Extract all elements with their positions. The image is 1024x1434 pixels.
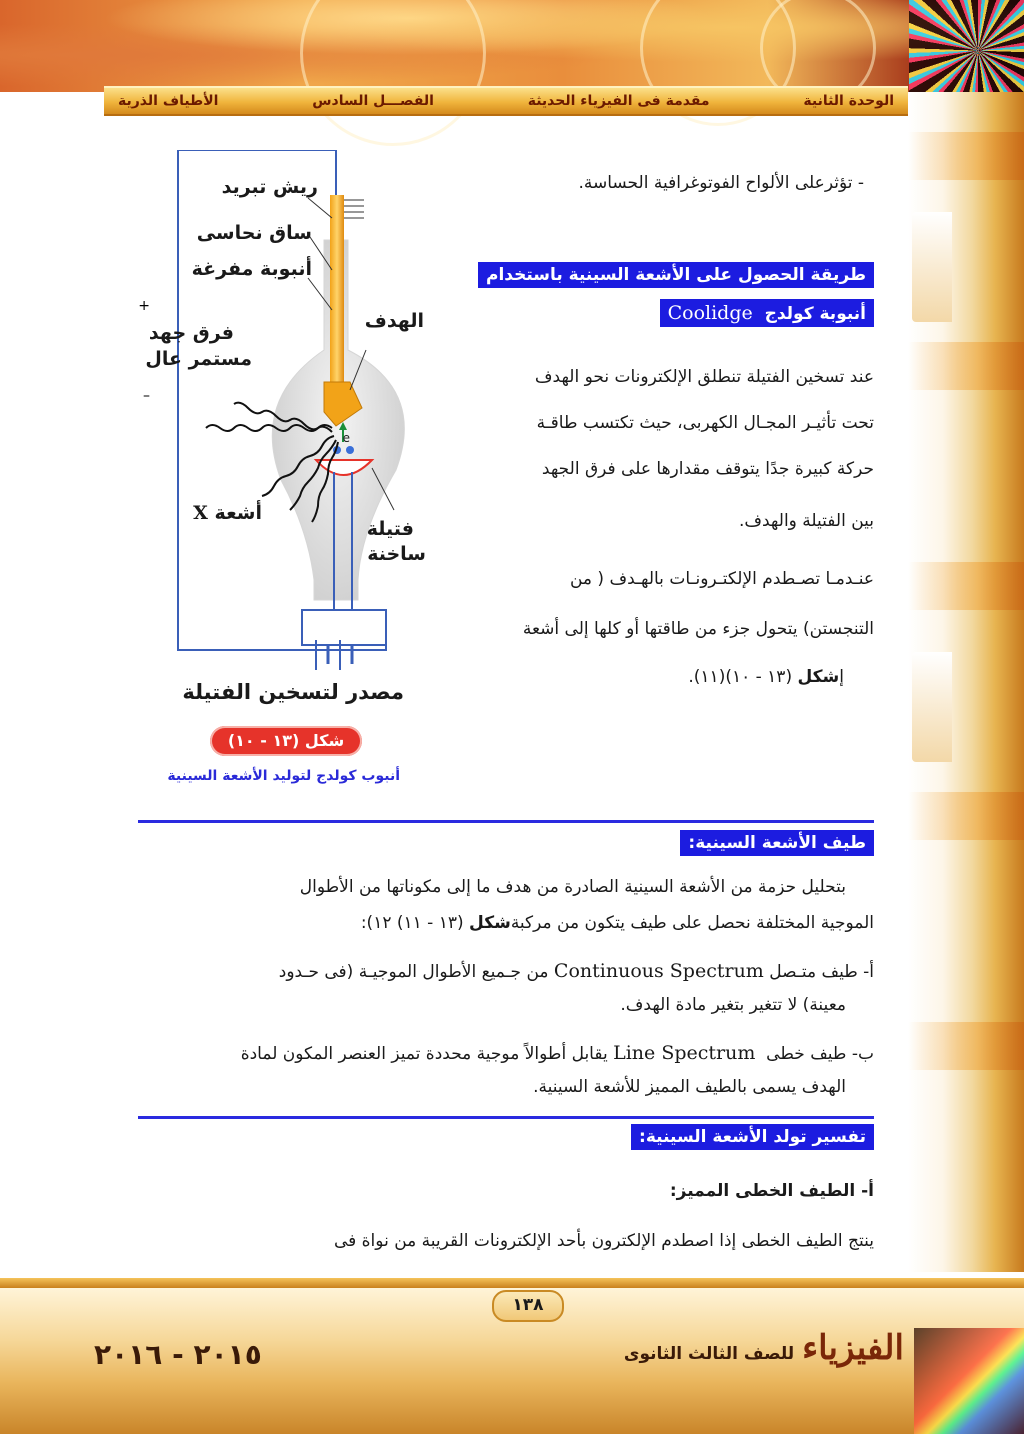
generation-heading [631,1124,874,1150]
copper-rod [330,195,344,385]
coolidge-heading-arabic: أنبوبة كولدج [764,304,866,324]
label-target: الهدف [364,310,424,332]
prism-image [914,1328,1024,1434]
spectrum-item-a-line1 [279,958,874,985]
coolidge-para1-line3: حركة كبيرة جدًا يتوقف مقدارها على فرق الجهد [541,459,874,479]
page-number: ١٣٨ [492,1290,564,1322]
coolidge-heading-line1: طريقة الحصول على الأشعة السينية باستخدام [478,262,874,288]
footer-year: ٢٠١٥ - ٢٠١٦ [94,1338,262,1371]
electron-symbol: e [342,431,350,445]
footer-bar [0,1278,1024,1288]
label-cooling-fins: ريش تبريد [221,176,318,198]
spectrum-item-b-line2: الهدف يسمى بالطيف المميز للأشعة السينية. [533,1077,846,1097]
header-unit: الوحدة الثانية [803,93,894,109]
para2-prefix: إ [839,667,844,687]
label-voltage-2: مستمر عال [145,348,252,370]
heating-source-circuit [302,610,386,645]
label-xray-arabic: أشعة [214,502,262,524]
coolidge-para2-line3 [688,664,844,690]
minus-sign: – [143,388,150,404]
cooling-fins [341,200,364,218]
label-xray-latin: X [193,502,208,524]
figure-caption: أنبوب كولدج لتوليد الأشعة السينية [167,768,400,784]
label-voltage-1: فرق جهد [148,322,234,344]
footer-title-main: الفيزياء [802,1328,904,1368]
label-vacuum-tube: أنبوبة مفرغة [191,258,312,280]
item-a-latin: Continuous Spectrum [553,960,764,982]
header-topic: الأطياف الذرية [118,93,219,109]
spectrum-para-line2 [361,910,874,936]
label-xray [193,502,262,524]
header-chapter: الفصـــل السادس [312,93,434,109]
section-rule [138,1116,874,1119]
generation-para-line1: ينتج الطيف الخطى إذا اصطدم الإلكترون بأحد الإلكترونات القريبة من نواة فى [333,1231,874,1251]
footer-title-sub: للصف الثالث الثانوى [623,1344,795,1364]
coolidge-heading [478,262,874,288]
electron-dot [346,446,354,454]
coolidge-para2-line1: عنـدمـا تصـطدم الإلكتـرونـات بالهـدف ( من [569,569,874,589]
footer-book-title [624,1328,904,1368]
spectrum-item-b-line1 [241,1040,874,1067]
spectrum-heading-text: طيف الأشعة السينية: [680,830,874,856]
coolidge-para1-line2: تحت تأثيـر المجـال الكهربى، حيث تكتسب طاقـة [536,413,874,433]
coolidge-para1-line4: بين الفتيلة والهدف. [738,511,874,531]
label-heating-source: مصدر لتسخين الفتيلة [182,680,404,704]
coolidge-heading-latin: Coolidge [667,302,753,324]
spectrum-para-line2-b: (١٣ - ١١) ١٢): [360,913,470,933]
spectrum-para-line1: بتحليل حزمة من الأشعة السينية الصادرة من هدف ما إلى مكوناتها من الأطوال [299,877,846,897]
generation-heading-text: تفسير تولد الأشعة السينية: [631,1124,874,1150]
spectrum-heading [680,830,874,856]
section-rule [138,820,874,823]
item-a-rest: من جـميع الأطوال الموجيـة (فى حـدود [278,962,549,982]
label-copper-rod: ساق نحاسى [196,222,312,244]
label-filament-2: ساخنة [367,543,426,565]
figure-ref-bold: شكل [797,667,840,687]
coolidge-para1-line1: عند تسخين الفتيلة تنطلق الإلكترونات نحو الهدف [534,367,874,387]
item-b-prefix: ب- طيف خطى [766,1044,874,1064]
plus-sign: + [138,298,150,314]
item-b-latin: Line Spectrum [613,1042,756,1064]
pointer-fins [308,198,332,218]
para2-rest: (١٣ - ١٠)(١١). [688,667,798,687]
coolidge-heading-2 [660,299,874,327]
intro-line: - تؤثرعلى الألواح الفوتوغرافية الحساسة. [578,173,864,193]
item-a-prefix: أ- طيف متـصل [769,962,874,982]
header-intro: مقدمة فى الفيزياء الحديثة [527,93,710,109]
item-b-rest: يقابل أطوالاً موجية محددة تميز العنصر المكون لمادة [240,1044,608,1064]
label-filament-1: فتيلة [366,518,414,540]
generation-subheading: أ- الطيف الخطى المميز: [669,1181,874,1201]
spectrum-item-a-line2: معينة) لا تتغير بتغير مادة الهدف. [620,995,846,1015]
figure-badge: شكل (١٣ - ١٠) [210,726,362,756]
spectrum-para-line2-a: الموجية المختلفة نحصل على طيف يتكون من مركبة [510,913,874,933]
coolidge-para2-line2: التنجستن) يتحول جزء من طاقتها أو كلها إلى أشعة [522,619,874,639]
coolidge-heading-line2 [660,299,874,327]
spectrum-figure-ref: شكل [469,913,511,933]
